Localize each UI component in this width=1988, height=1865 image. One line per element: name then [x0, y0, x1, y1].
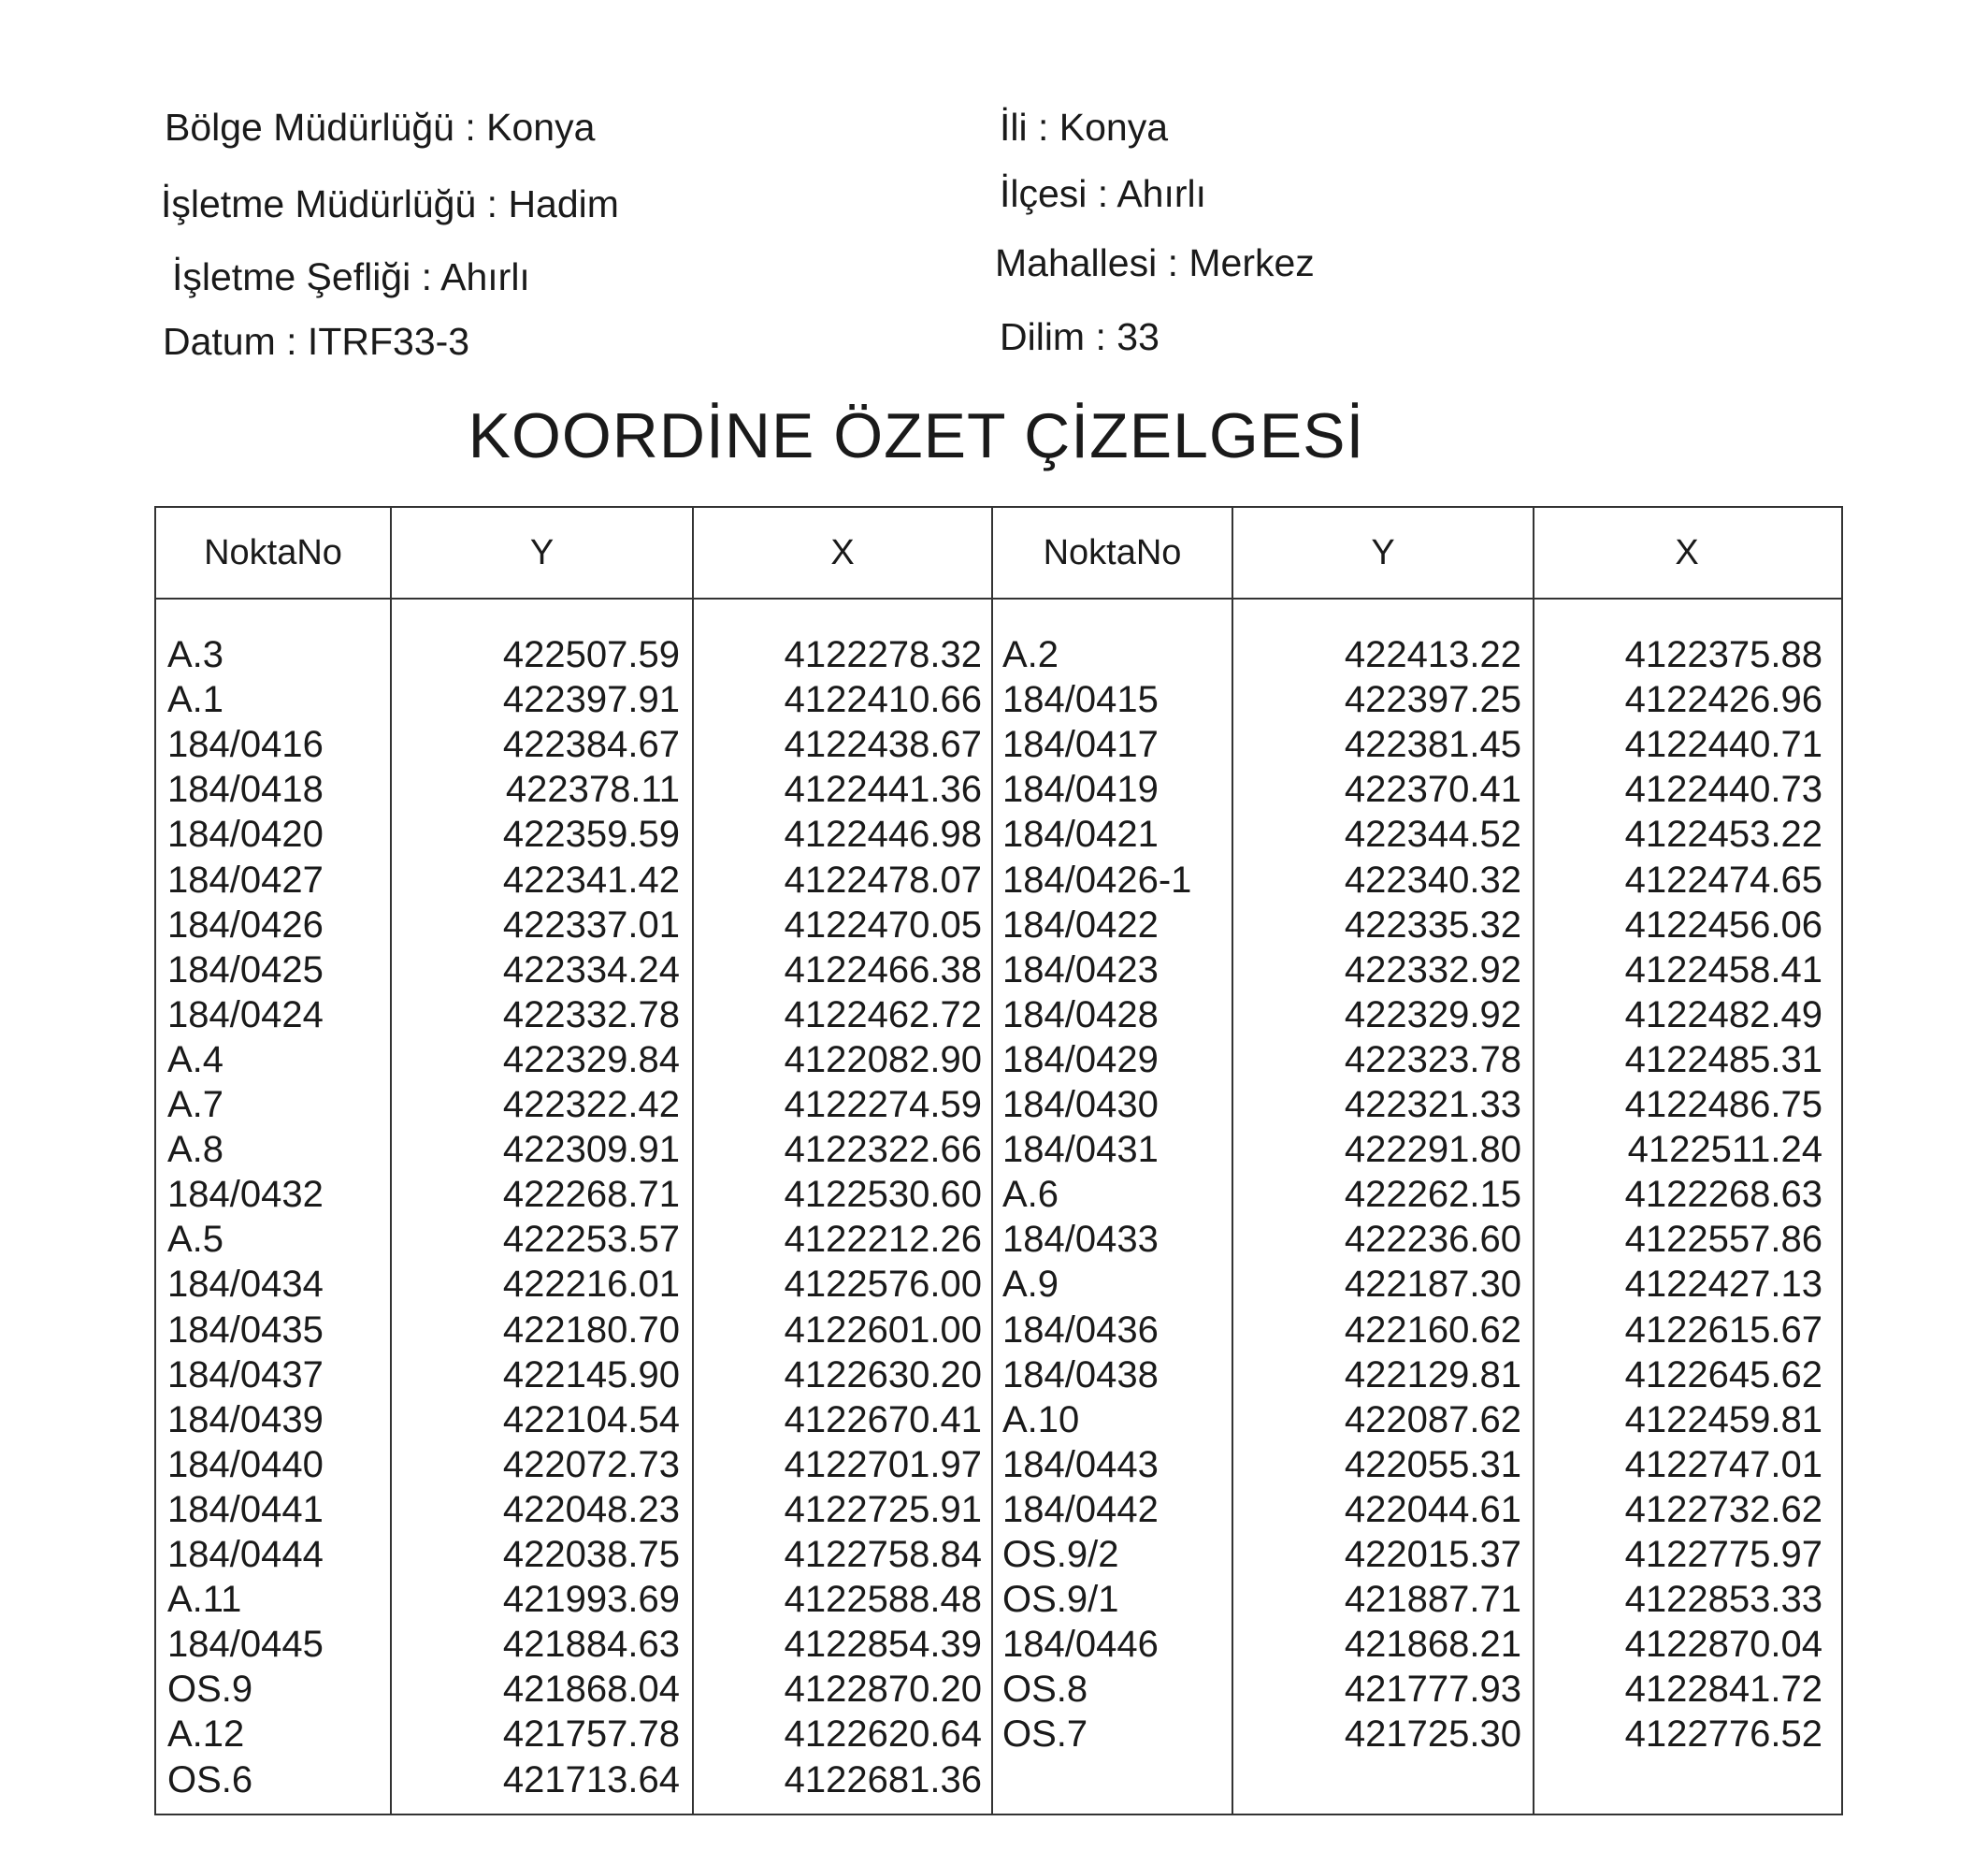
- cell-y: 422332.92: [1344, 949, 1521, 990]
- cell-y: 421887.71: [1344, 1579, 1521, 1620]
- cell-x: 4122459.81: [1624, 1399, 1822, 1440]
- bolge-mudurlugu: Bölge Müdürlüğü : Konya: [165, 106, 596, 149]
- cell-y: 422341.42: [502, 860, 680, 901]
- cell-noktano: 184/0418: [167, 769, 324, 810]
- cell-noktano: 184/0439: [167, 1399, 324, 1440]
- cell-x: 4122268.63: [1624, 1174, 1822, 1215]
- cell-y: 422015.37: [1344, 1534, 1521, 1575]
- cell-x: 4122462.72: [784, 994, 982, 1035]
- cell-x: 4122758.84: [784, 1534, 982, 1575]
- cell-x: 4122478.07: [784, 860, 982, 901]
- cell-noktano: 184/0415: [1002, 679, 1159, 720]
- page-title: KOORDİNE ÖZET ÇİZELGESİ: [468, 400, 1365, 471]
- cell-y: 422321.33: [1344, 1084, 1521, 1125]
- cell-x: 4122322.66: [784, 1129, 982, 1170]
- ili: İli : Konya: [1000, 106, 1169, 149]
- datum: Datum : ITRF33-3: [163, 320, 470, 363]
- cell-noktano: A.12: [167, 1713, 245, 1755]
- cell-x: 4122410.66: [784, 679, 982, 720]
- cell-x: 4122841.72: [1624, 1669, 1822, 1710]
- cell-noktano: 184/0417: [1002, 724, 1159, 765]
- cell-noktano: A.4: [167, 1039, 224, 1080]
- cell-y: 422236.60: [1344, 1219, 1521, 1260]
- cell-x: 4122776.52: [1624, 1713, 1822, 1755]
- cell-noktano: 184/0427: [167, 860, 324, 901]
- isletme-sefligi: İşletme Şefliği : Ahırlı: [172, 255, 530, 298]
- column-divider: [1232, 508, 1233, 1814]
- cell-y: 422397.25: [1344, 679, 1521, 720]
- ilcesi: İlçesi : Ahırlı: [1000, 172, 1207, 215]
- cell-noktano: 184/0425: [167, 949, 324, 990]
- cell-y: 422507.59: [502, 634, 680, 675]
- cell-noktano: OS.8: [1002, 1669, 1088, 1710]
- cell-y: 422044.61: [1344, 1489, 1521, 1530]
- column-header-y-right: Y: [1371, 533, 1395, 572]
- cell-noktano: 184/0423: [1002, 949, 1159, 990]
- cell-x: 4122701.97: [784, 1444, 982, 1485]
- cell-x: 4122278.32: [784, 634, 982, 675]
- column-header-x-left: X: [830, 533, 855, 572]
- cell-x: 4122853.33: [1624, 1579, 1822, 1620]
- cell-y: 422262.15: [1344, 1174, 1521, 1215]
- cell-x: 4122482.49: [1624, 994, 1822, 1035]
- cell-noktano: A.1: [167, 679, 224, 720]
- cell-x: 4122082.90: [784, 1039, 982, 1080]
- cell-x: 4122732.62: [1624, 1489, 1822, 1530]
- cell-x: 4122453.22: [1624, 814, 1822, 855]
- cell-y: 422038.75: [502, 1534, 680, 1575]
- cell-noktano: 184/0445: [167, 1624, 324, 1665]
- cell-noktano: 184/0442: [1002, 1489, 1159, 1530]
- cell-x: 4122870.20: [784, 1669, 982, 1710]
- cell-y: 422309.91: [502, 1129, 680, 1170]
- cell-y: 422344.52: [1344, 814, 1521, 855]
- cell-y: 422055.31: [1344, 1444, 1521, 1485]
- column-divider: [1533, 508, 1534, 1814]
- cell-x: 4122440.73: [1624, 769, 1822, 810]
- cell-x: 4122620.64: [784, 1713, 982, 1755]
- cell-noktano: OS.7: [1002, 1713, 1088, 1755]
- cell-y: 422072.73: [502, 1444, 680, 1485]
- cell-x: 4122854.39: [784, 1624, 982, 1665]
- cell-y: 422329.92: [1344, 994, 1521, 1035]
- cell-y: 422329.84: [502, 1039, 680, 1080]
- cell-noktano: A.7: [167, 1084, 224, 1125]
- cell-y: 421884.63: [502, 1624, 680, 1665]
- cell-x: 4122438.67: [784, 724, 982, 765]
- cell-x: 4122427.13: [1624, 1264, 1822, 1305]
- cell-noktano: 184/0436: [1002, 1309, 1159, 1351]
- cell-noktano: 184/0434: [167, 1264, 324, 1305]
- cell-x: 4122474.65: [1624, 860, 1822, 901]
- cell-noktano: 184/0422: [1002, 904, 1159, 946]
- cell-y: 422048.23: [502, 1489, 680, 1530]
- cell-noktano: A.10: [1002, 1399, 1080, 1440]
- column-divider: [390, 508, 392, 1814]
- cell-y: 422340.32: [1344, 860, 1521, 901]
- cell-x: 4122456.06: [1624, 904, 1822, 946]
- cell-x: 4122485.31: [1624, 1039, 1822, 1080]
- cell-noktano: A.9: [1002, 1264, 1059, 1305]
- isletme-mudurlugu: İşletme Müdürlüğü : Hadim: [161, 182, 619, 225]
- cell-x: 4122458.41: [1624, 949, 1822, 990]
- cell-y: 421868.21: [1344, 1624, 1521, 1665]
- cell-noktano: 184/0446: [1002, 1624, 1159, 1665]
- cell-y: 422322.42: [502, 1084, 680, 1125]
- cell-noktano: 184/0428: [1002, 994, 1159, 1035]
- cell-y: 422384.67: [502, 724, 680, 765]
- cell-noktano: 184/0441: [167, 1489, 324, 1530]
- cell-y: 422104.54: [502, 1399, 680, 1440]
- cell-x: 4122670.41: [784, 1399, 982, 1440]
- cell-x: 4122274.59: [784, 1084, 982, 1125]
- cell-y: 422160.62: [1344, 1309, 1521, 1351]
- column-divider: [692, 508, 694, 1814]
- cell-noktano: 184/0437: [167, 1354, 324, 1395]
- cell-noktano: 184/0435: [167, 1309, 324, 1351]
- cell-noktano: A.6: [1002, 1174, 1059, 1215]
- cell-x: 4122511.24: [1627, 1129, 1822, 1170]
- cell-noktano: OS.9/2: [1002, 1534, 1119, 1575]
- cell-x: 4122375.88: [1624, 634, 1822, 675]
- cell-y: 422335.32: [1344, 904, 1521, 946]
- cell-noktano: 184/0431: [1002, 1129, 1159, 1170]
- cell-y: 422332.78: [502, 994, 680, 1035]
- coordinate-table: [154, 506, 1843, 1815]
- cell-noktano: 184/0426: [167, 904, 324, 946]
- column-header-y-left: Y: [529, 533, 555, 572]
- cell-noktano: A.11: [167, 1579, 242, 1620]
- column-header-noktano-right: NoktaNo: [1043, 533, 1182, 572]
- cell-y: 421713.64: [502, 1759, 680, 1800]
- cell-x: 4122466.38: [784, 949, 982, 990]
- cell-x: 4122588.48: [784, 1579, 982, 1620]
- cell-y: 421757.78: [502, 1713, 680, 1755]
- cell-x: 4122486.75: [1624, 1084, 1822, 1125]
- cell-x: 4122645.62: [1624, 1354, 1822, 1395]
- cell-noktano: 184/0443: [1002, 1444, 1159, 1485]
- cell-y: 422337.01: [502, 904, 680, 946]
- cell-noktano: 184/0426-1: [1002, 860, 1192, 901]
- cell-noktano: 184/0421: [1002, 814, 1159, 855]
- column-header-x-right: X: [1675, 533, 1699, 572]
- cell-noktano: 184/0420: [167, 814, 324, 855]
- cell-x: 4122446.98: [784, 814, 982, 855]
- cell-y: 422323.78: [1344, 1039, 1521, 1080]
- cell-y: 422413.22: [1344, 634, 1521, 675]
- cell-y: 422359.59: [502, 814, 680, 855]
- cell-noktano: A.8: [167, 1129, 224, 1170]
- cell-x: 4122441.36: [784, 769, 982, 810]
- cell-noktano: OS.6: [167, 1759, 253, 1800]
- cell-y: 422381.45: [1344, 724, 1521, 765]
- cell-noktano: 184/0424: [167, 994, 324, 1035]
- cell-x: 4122212.26: [784, 1219, 982, 1260]
- column-header-noktano-left: NoktaNo: [204, 533, 342, 572]
- cell-y: 422180.70: [502, 1309, 680, 1351]
- cell-noktano: 184/0432: [167, 1174, 324, 1215]
- cell-x: 4122426.96: [1624, 679, 1822, 720]
- cell-x: 4122725.91: [784, 1489, 982, 1530]
- cell-x: 4122530.60: [784, 1174, 982, 1215]
- mahallesi: Mahallesi : Merkez: [995, 241, 1315, 284]
- cell-y: 422334.24: [502, 949, 680, 990]
- cell-noktano: A.5: [167, 1219, 224, 1260]
- cell-noktano: A.3: [167, 634, 224, 675]
- cell-x: 4122870.04: [1624, 1624, 1822, 1665]
- cell-noktano: 184/0444: [167, 1534, 324, 1575]
- cell-y: 422253.57: [502, 1219, 680, 1260]
- dilim: Dilim : 33: [1000, 315, 1160, 358]
- cell-x: 4122630.20: [784, 1354, 982, 1395]
- cell-y: 422268.71: [502, 1174, 680, 1215]
- column-divider: [991, 508, 993, 1814]
- cell-noktano: 184/0438: [1002, 1354, 1159, 1395]
- cell-noktano: 184/0419: [1002, 769, 1159, 810]
- cell-y: 422397.91: [502, 679, 680, 720]
- cell-y: 422370.41: [1344, 769, 1521, 810]
- cell-x: 4122681.36: [784, 1759, 982, 1800]
- cell-y: 422145.90: [502, 1354, 680, 1395]
- cell-x: 4122470.05: [784, 904, 982, 946]
- cell-y: 422378.11: [505, 769, 680, 810]
- cell-x: 4122615.67: [1624, 1309, 1822, 1351]
- cell-x: 4122440.71: [1624, 724, 1822, 765]
- cell-y: 421777.93: [1344, 1669, 1521, 1710]
- cell-y: 421993.69: [502, 1579, 680, 1620]
- cell-y: 422129.81: [1344, 1354, 1521, 1395]
- cell-x: 4122601.00: [784, 1309, 982, 1351]
- header-divider: [156, 598, 1841, 600]
- cell-y: 422216.01: [502, 1264, 680, 1305]
- cell-x: 4122747.01: [1624, 1444, 1822, 1485]
- cell-noktano: 184/0430: [1002, 1084, 1159, 1125]
- cell-y: 421868.04: [502, 1669, 680, 1710]
- cell-noktano: OS.9/1: [1002, 1579, 1119, 1620]
- cell-noktano: 184/0429: [1002, 1039, 1159, 1080]
- cell-y: 422087.62: [1344, 1399, 1521, 1440]
- cell-y: 422187.30: [1344, 1264, 1521, 1305]
- cell-noktano: 184/0440: [167, 1444, 324, 1485]
- cell-noktano: 184/0433: [1002, 1219, 1159, 1260]
- cell-noktano: A.2: [1002, 634, 1059, 675]
- cell-noktano: OS.9: [167, 1669, 253, 1710]
- cell-y: 421725.30: [1344, 1713, 1521, 1755]
- cell-x: 4122576.00: [784, 1264, 982, 1305]
- cell-x: 4122557.86: [1624, 1219, 1822, 1260]
- cell-noktano: 184/0416: [167, 724, 324, 765]
- cell-x: 4122775.97: [1624, 1534, 1822, 1575]
- cell-y: 422291.80: [1344, 1129, 1521, 1170]
